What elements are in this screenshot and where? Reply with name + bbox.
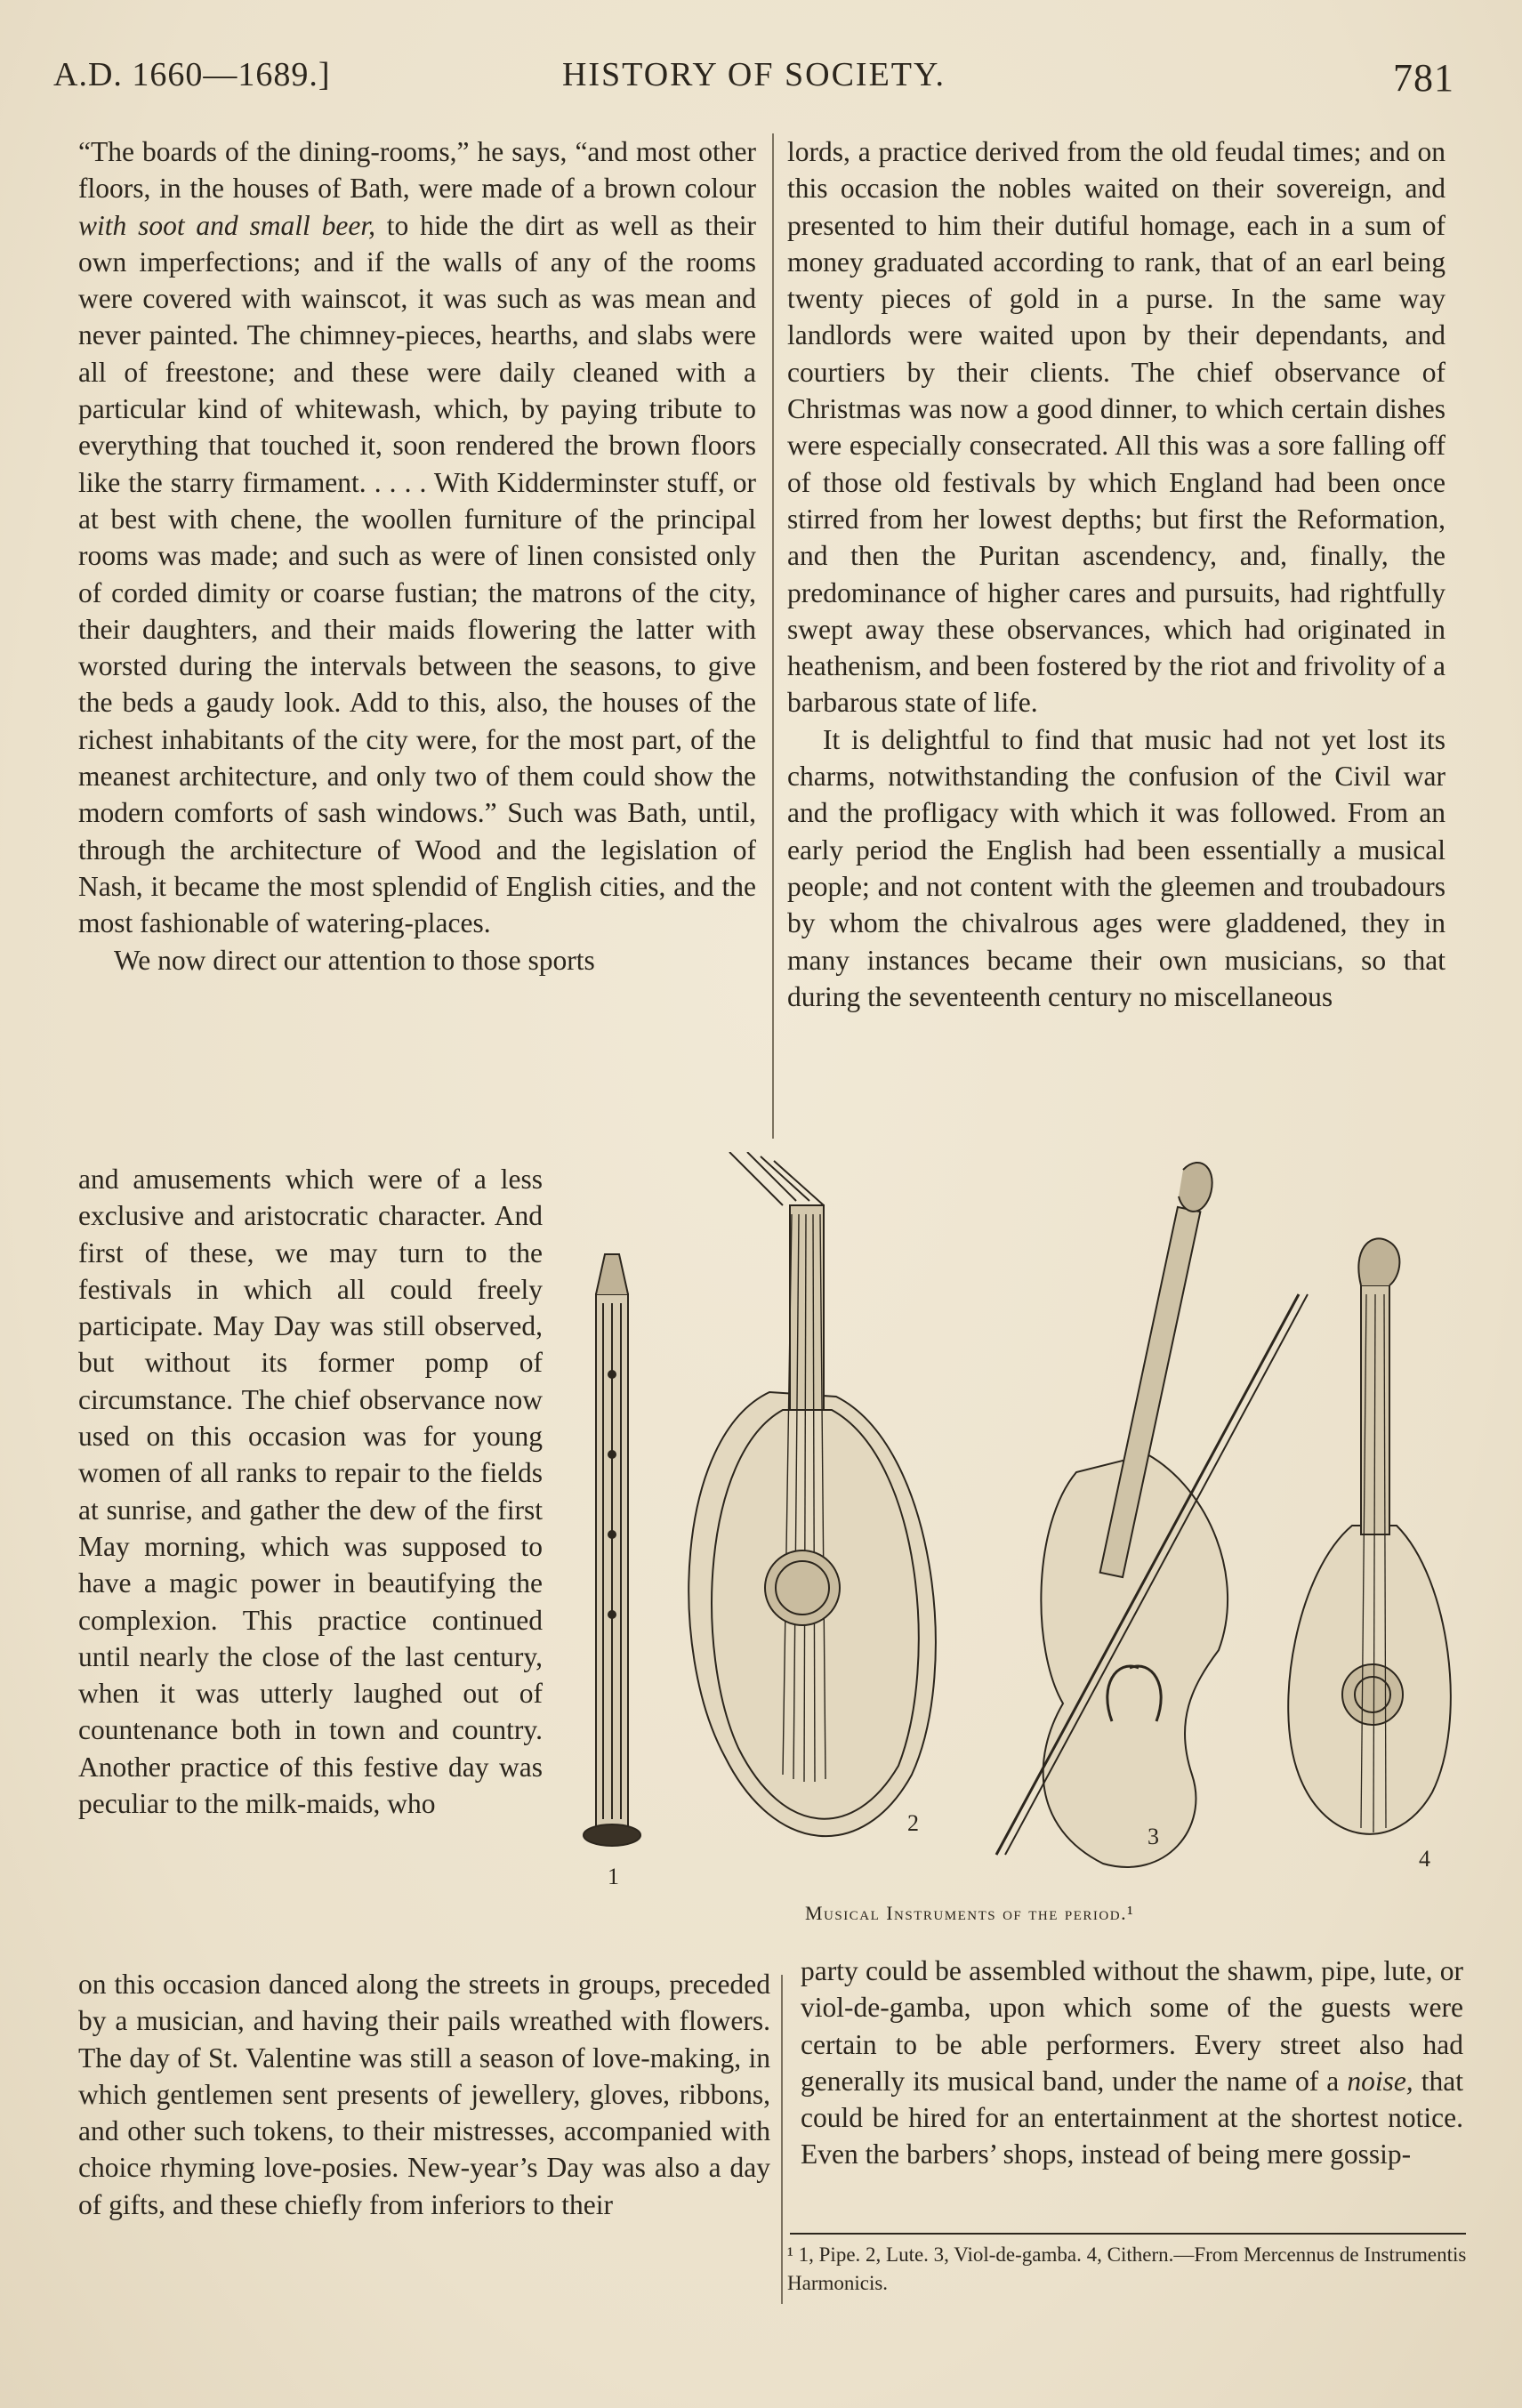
right-column-upper	[787, 133, 1445, 1015]
left-column-narrow	[78, 1161, 543, 1822]
column-rule-lower	[781, 1975, 783, 2304]
figure-label-4: 4	[1419, 1846, 1430, 1872]
paragraph: lords, a practice derived from the old feudal times; and on this occasion the nobles waited on their sovereign, and presented to him their dutiful homage, each in a sum of money graduated according to rank, that of an earl being twenty pieces of gold in a purse. In the same way landlords were waited upon by their dependants, and courtiers by their clients. The chief observance of Christmas was now a good dinner, to which certain dishes were especially consecrated. All this was a sore falling off of those old festivals by which England had been once stirred from her lowest depths; but first the Reformation, and then the Puritan ascendency, and, finally, the predominance of higher cares and pursuits, had rightfully swept away these observances, which had originated in heathenism, and been fostered by the riot and frivolity of a barbarous state of life.	[787, 136, 1445, 719]
footnote-rule	[790, 2233, 1466, 2235]
paragraph-start: We now direct our attention to those sports	[114, 944, 595, 976]
paragraph-text: that could be hired for an entertainment at the shortest notice. Even the barbers’ shops, instead of being mere gossip-	[801, 2065, 1463, 2170]
paragraph: It is delightful to find that music had not yet lost its charms, notwithstanding the confusion of the Civil war and the profligacy with which it was followed. From an early period the English had been essentially a musical people; and not content with the gleemen and troubadours by whom the chivalrous ages were gladdened, they in many instances became their own musicians, so that during the seventeenth century no miscellaneous	[787, 723, 1445, 1012]
header-title: HISTORY OF SOCIETY.	[561, 56, 946, 93]
paragraph-italic: noise,	[1347, 2065, 1413, 2097]
paragraph-italic: with soot and small beer,	[78, 209, 375, 241]
paragraph-continued: and amusements which were of a less exclusive and aristocratic character. And first of these, we may turn to the festivals in which all could freely participate. May Day was still observed, but without its former pomp of circumstance. The chief observance now used on this occasion was for young women of all ranks to repair to the fields at sunrise, and gather the dew of the first May morning, which was supposed to have a magic power in beautifying the complexion. This practice continued until nearly the close of the last century, when it was utterly laughed out of countenance both in town and country. Another practice of this festive day was peculiar to the milk-maids, who	[78, 1164, 543, 1820]
paragraph-continued: on this occasion danced along the streets in groups, preceded by a musician, and having their pails wreathed with flowers. The day of St. Valentine was still a season of love-making, in which gentlemen sent presents of jewellery, gloves, ribbons, and other such tokens, to their mistresses, accompanied with choice rhyming love-posies. New-year’s Day was also a day of gifts, and these chiefly from inferiors to their	[78, 1969, 770, 2220]
paragraph-text: party could be assembled without the shawm, pipe, lute, or viol-de-gamba, upon which some of the guests were certain to be able performers. Every street also had generally its musical band, under the name of a	[801, 1955, 1463, 2097]
figure-label-1: 1	[608, 1864, 619, 1889]
right-column-lower	[801, 1953, 1463, 2173]
pipe-drawing	[584, 1254, 640, 1846]
running-header	[53, 55, 1454, 109]
left-column-lower	[78, 1966, 770, 2223]
figure-caption: Musical Instruments of the period.¹	[805, 1902, 1135, 1924]
column-rule-upper	[772, 133, 774, 1139]
header-date-range: A.D. 1660—1689.]	[53, 56, 331, 93]
cithern-drawing	[1288, 1238, 1451, 1833]
paragraph-continued	[801, 1953, 1463, 2173]
lute-drawing	[689, 1152, 936, 1836]
instruments-illustration	[569, 1152, 1512, 1899]
paragraph	[78, 133, 756, 942]
instruments-engraving	[569, 1152, 1512, 1899]
paragraph-text: “The boards of the dining-rooms,” he says, “and most other floors, in the houses of Bath, were made of a brown colour	[78, 136, 756, 205]
figure-label-2: 2	[907, 1810, 919, 1836]
page-number: 781	[1393, 56, 1454, 100]
figure-label-3: 3	[1148, 1824, 1159, 1849]
viol-de-gamba-drawing	[996, 1163, 1308, 1867]
footnote: ¹ 1, Pipe. 2, Lute. 3, Viol-de-gamba. 4, Cithern.—From Mercennus de Instrumentis Harmonicis.	[787, 2243, 1467, 2294]
paragraph-text: to hide the dirt as well as their own imperfections; and if the walls of any of the rooms were covered with wainscot, it was such as was mean and never painted. The chimney-pieces, hearths, and slabs were all of freestone; and these were daily cleaned with a particular kind of whitewash, which, by paying tribute to everything that touched it, soon rendered the brown floors like the starry firmament. . . . . With Kidderminster stuff, or at best with chene, the woollen furniture of the principal rooms was made; and such as were of linen consisted only of corded dimity or coarse fustian; the matrons of the city, their daughters, and their maids flowering the latter with worsted during the intervals between the seasons, to give the beds a gaudy look. Add to this, also, the houses of the richest inhabitants of the city were, for the most part, of the meanest architecture, and only two of them could show the modern comforts of sash windows.” Such was Bath, until, through the architecture of Wood and the legislation of Nash, it became the most splendid of English cities, and the most fashionable of watering-places.	[78, 209, 757, 939]
left-column-upper	[78, 133, 756, 979]
